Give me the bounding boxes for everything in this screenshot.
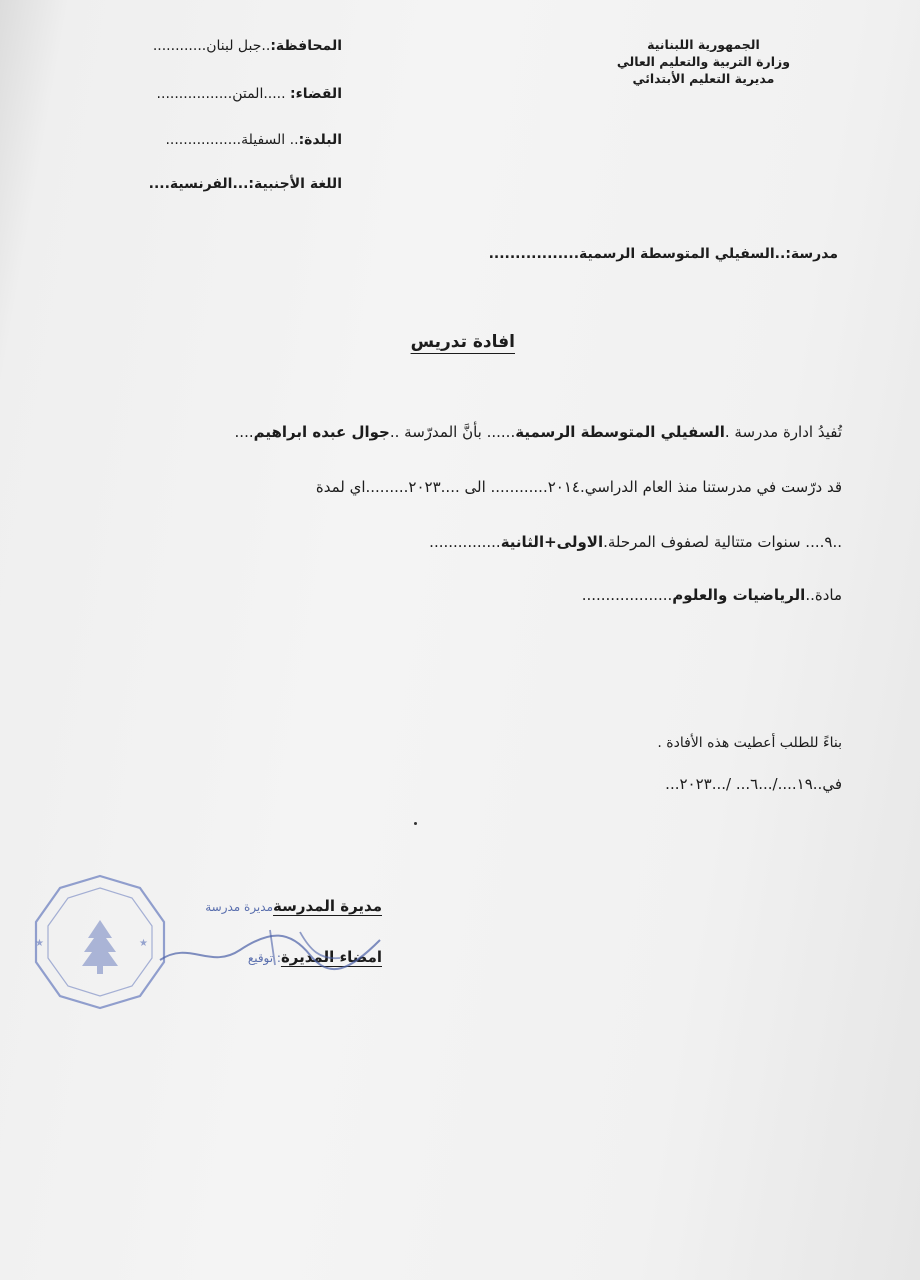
cert-line1-end: .... [234,423,254,441]
document-title: افادة تدريس [410,332,515,352]
official-stamp-icon [30,872,170,1012]
governorate-value: ..جبل لبنان............ [152,38,271,54]
handwritten-signature-icon [150,920,390,980]
cert-line4-end: ................... [581,586,673,604]
school-label: مدرسة: [785,246,838,262]
cert-school-name: السفيلي المتوسطة الرسمية [515,423,725,441]
cert-subject: الرياضيات والعلوم [672,586,806,604]
certificate-line-1 [235,423,842,441]
language-line [149,176,342,192]
cert-line1-intro: تُفيدُ ادارة مدرسة . [724,423,842,441]
cert-line3-intro: ..٩.... سنوات متتالية لصفوف المرحلة. [603,533,842,551]
certificate-line-2: قد درّست في مدرستنا منذ العام الدراسي.٢٠١٤............ الى ....٢٠٢٣.........اي لمدة [315,478,842,496]
town-line [165,132,342,148]
svg-text:★: ★ [139,938,148,949]
official-header [617,36,790,87]
district-line [157,86,342,102]
principal-stamp-text: مديرة مدرسة [205,900,274,914]
certificate-line-3 [429,533,842,551]
signature-label: امضاء المديرة [280,948,382,966]
school-value: ..السفيلي المتوسطة الرسمية................. [488,246,786,262]
cert-line3-end: ............... [429,533,501,551]
governorate-label: المحافظة: [270,38,342,54]
cert-subject-label: مادة.. [805,586,842,604]
district-label: القضاء: [290,86,342,102]
cert-teacher-name: جوال عبده ابراهيم [253,423,390,441]
signature-stamp-text: : توقيع [247,951,281,965]
principal-line [205,897,382,915]
closing-statement: بناءً للطلب أعطيت هذه الأفادة . [657,735,842,751]
stray-dot [414,822,417,825]
language-value: ...الفرنسية.... [148,176,249,192]
principal-label: مديرة المدرسة [273,897,382,915]
ministry-name: وزارة التربية والتعليم العالي [616,54,790,69]
language-label: اللغة الأجنبية: [248,176,342,192]
district-value: .....المتن................. [156,86,291,102]
issue-date: في..١٩..../...٦... /...٢٠٢٣... [665,775,842,793]
town-value: .. السفيلة................. [165,132,299,148]
cert-line1-mid: ...... بأنَّ المدرّسة .. [389,423,516,441]
svg-text:★: ★ [35,938,44,949]
town-label: البلدة: [298,132,342,148]
school-line [489,246,838,262]
cert-grades: الاولى+الثانية [500,533,604,551]
governorate-line [153,38,342,54]
republic-name: الجمهورية اللبنانية [647,37,760,52]
directorate-name: مديرية التعليم الأبتدائي [632,71,775,86]
certificate-line-4 [582,586,842,604]
